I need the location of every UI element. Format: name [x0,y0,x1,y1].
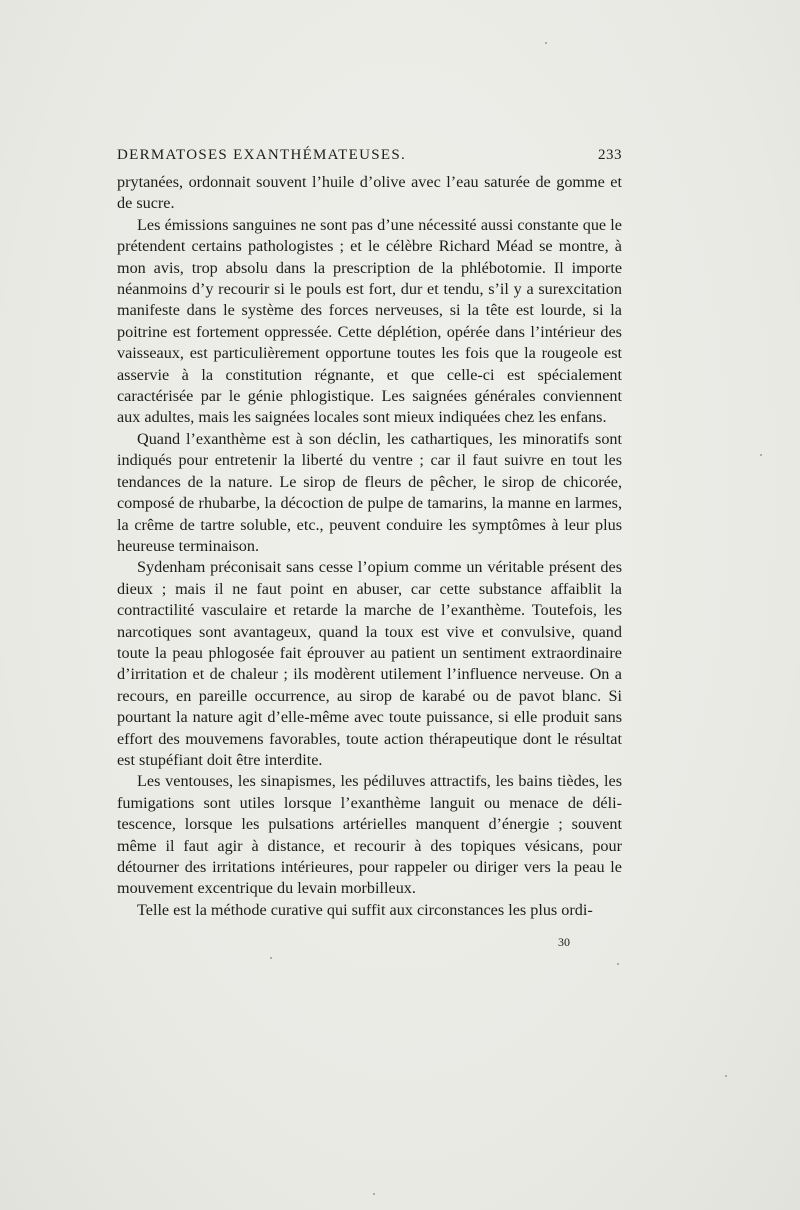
paragraph-bloodletting: Les émissions sanguines ne sont pas d’une nécessité aussi constante que le prétendent certains pathologistes ; et le célèbre Richard Méad se montre, à mon avis, trop absolu dans la prescription de la phlébotomie. Il importe néanmoins d’y recourir si le pouls est fort, dur et tendu, s’il y a surexcitation manifeste dans le système des forces nerveuses, si la tête est lourde, si la poitrine est fortement oppressée. Cette déplétion, opérée dans l’intérieur des vaisseaux, est particulièrement opportune toutes les fois que la rougeole est asservie à la constitution régnante, et que celle-ci est spécialement caractérisée par le génie phlogistique. Les saignées générales conviennent aux adultes, mais les saignées locales sont mieux indiquées chez les enfans. [117,215,622,427]
paragraph-revulsives: Les ventouses, les sinapismes, les pédiluves attractifs, les bains tièdes, les fumigations sont utiles lorsque l’exanthème languit ou menace de délitescence, lorsque les pulsations artérielles manquent d’énergie ; souvent même il faut agir à distance, et recourir à des topiques vésicans, pour détourner des irritations intérieures, pour rappeler ou diriger vers la peau le mouvement excentrique du levain morbilleux. [117,772,622,898]
paper-speck [725,1075,727,1077]
paper-speck [760,454,762,456]
paragraph-opium: Sydenham préconisait sans cesse l’opium comme un véritable présent des dieux ; mais il ne faut point en abuser, car cette substance affaiblit la contractilité vasculaire et retarde la marche de l’exanthème. Toutefois, les narcotiques sont avantageux, quand la toux est vive et convulsive, quand toute la peau phlogosée fait éprouver au patient un sentiment extraordinaire d’irritation et de chaleur ; ils modèrent utilement l’influence nerveuse. On a recours, en pareille occurrence, au sirop de karabé ou de pavot blanc. Si pourtant la nature agit d’elle-même avec toute puissance, si elle produit sans effort des mouvemens favorables, toute action thérapeutique dont le résultat est stupéfiant doit être interdite. [117,558,622,769]
paper-speck [545,42,547,44]
paper-speck [617,963,619,965]
signature-mark: 30 [558,935,570,949]
paper-speck [373,1193,375,1195]
paragraph-method: Telle est la méthode curative qui suffit aux circonstances les plus ordi- [137,900,593,919]
body-text [117,172,622,921]
running-title: DERMATOSES EXANTHÉMATEUSES. [117,147,407,163]
page-number: 233 [598,147,622,163]
page-header [0,147,622,169]
paragraph-continuation: prytanées, ordonnait souvent l’huile d’olive avec l’eau saturée de gomme et de sucre. [117,173,622,213]
paper-speck [270,957,272,959]
paragraph-cathartics: Quand l’exanthème est à son déclin, les cathartiques, les minoratifs sont indiqués pour entretenir la liberté du ventre ; car il faut suivre en tout les tendances de la nature. Le sirop de fleurs de pêcher, le sirop de chicorée, composé de rhubarbe, la décoction de pulpe de tamarins, la manne en larmes, la crême de tartre soluble, etc., peuvent conduire les symptômes à leur plus heureuse terminaison. [117,429,622,555]
